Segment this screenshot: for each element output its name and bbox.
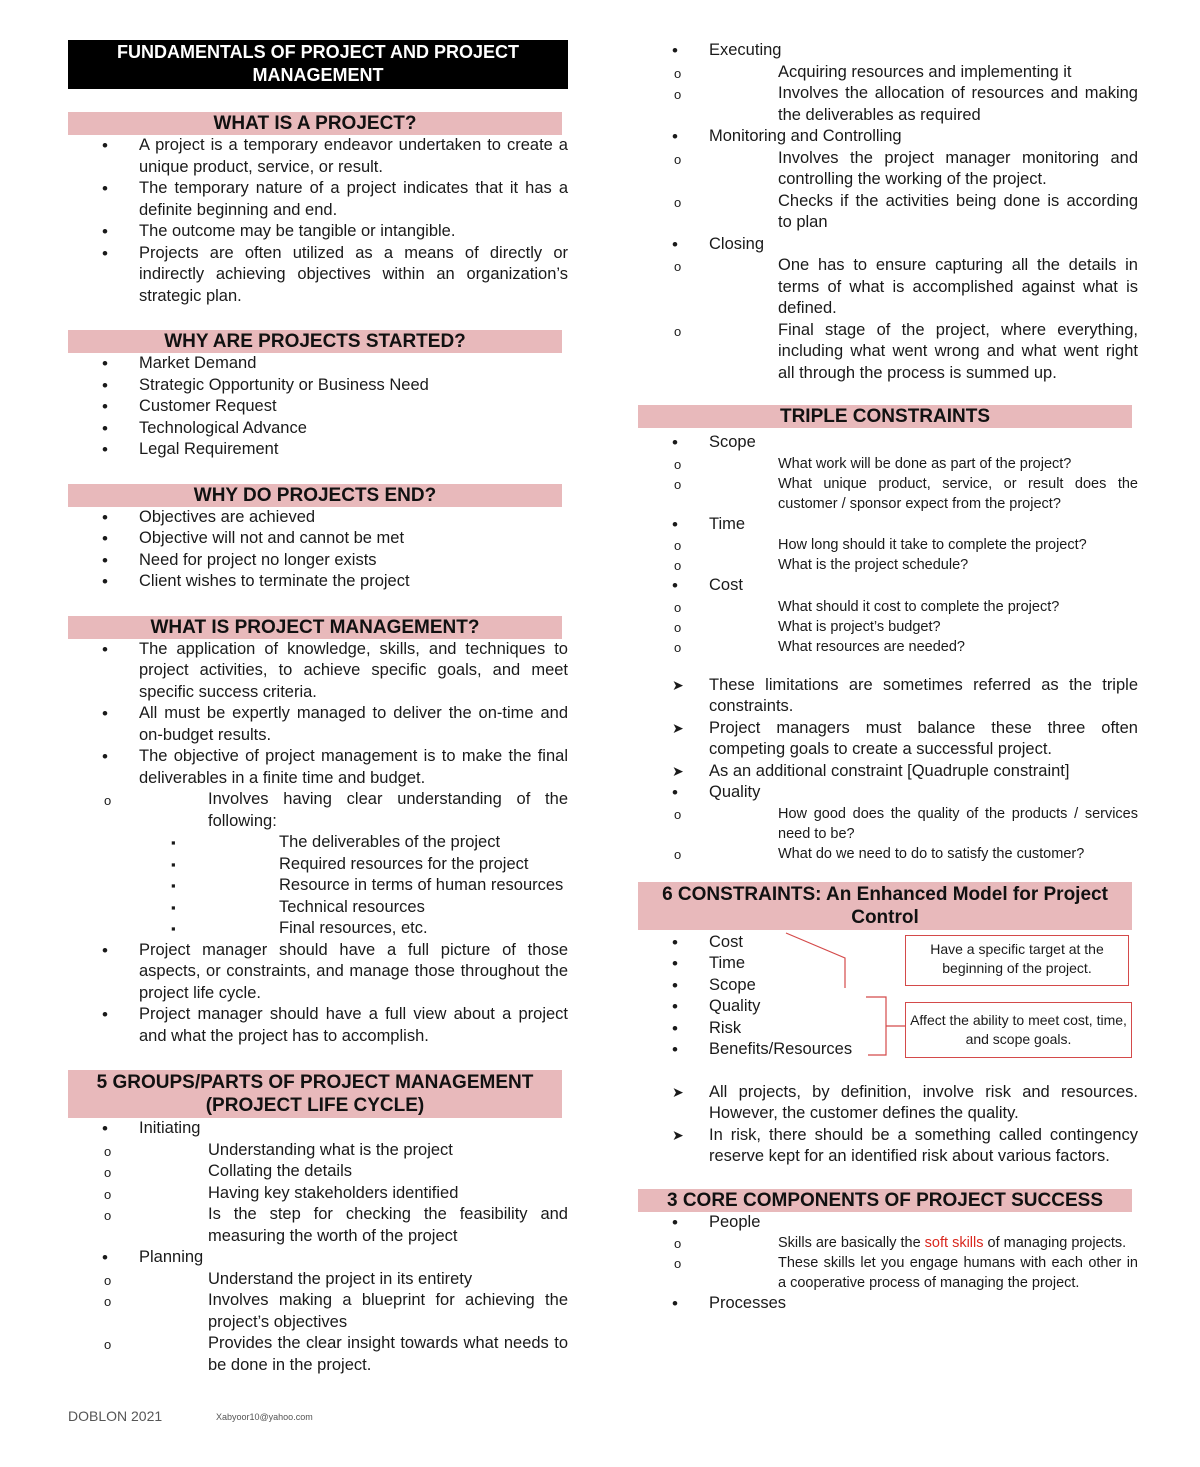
five-groups-list-continued — [638, 40, 1138, 384]
list-item: ▪ Required resources for the project — [137, 854, 568, 876]
list-item — [638, 575, 1138, 657]
list-item: o Involves the project manager monitoring and controlling the working of the project. — [636, 148, 1138, 191]
list-item: o Involves making a blueprint for achieving the project’s objectives — [66, 1290, 568, 1333]
list-item: o What is project’s budget? — [636, 617, 1138, 637]
section-what-is-pm-heading: WHAT IS PROJECT MANAGEMENT? — [68, 616, 562, 639]
list-item — [638, 782, 1138, 864]
list-item: ➤ All projects, by definition, involve risk and resources. However, the customer defines the quality. — [638, 1082, 1138, 1125]
list-item-text: Planning — [139, 1248, 204, 1266]
list-item: ▪ Resource in terms of human resources — [137, 875, 568, 897]
list-item: • Legal Requirement — [68, 439, 568, 461]
list-item: • A project is a temporary endeavor undertaken to create a unique product, service, or result. — [68, 135, 568, 178]
list-item: o Acquiring resources and implementing it — [636, 62, 1138, 84]
what-is-project-list — [68, 135, 568, 307]
five-groups-heading-line1: 5 GROUPS/PARTS OF PROJECT MANAGEMENT — [96, 1072, 534, 1093]
section-five-groups-heading — [68, 1070, 562, 1118]
list-item: • Time — [638, 953, 898, 975]
six-constraints-diagram — [638, 930, 1138, 1060]
list-item: • Market Demand — [68, 353, 568, 375]
what-is-pm-list — [68, 639, 568, 1048]
closing-sub-list — [638, 255, 1138, 384]
list-item — [68, 746, 568, 940]
section-core-components-heading: 3 CORE COMPONENTS OF PROJECT SUCCESS — [638, 1189, 1132, 1212]
list-item: • The outcome may be tangible or intangible. — [68, 221, 568, 243]
cost-sub-list — [638, 597, 1138, 657]
list-item: o What do we need to do to satisfy the customer? — [636, 844, 1138, 864]
list-item — [638, 234, 1138, 385]
list-item: ▪ Final resources, etc. — [137, 918, 568, 940]
list-item: • Processes — [638, 1293, 1138, 1315]
list-item: o Understand the project in its entirety — [66, 1269, 568, 1291]
list-item-text: Quality — [709, 783, 761, 801]
time-sub-list — [638, 535, 1138, 575]
list-item: o Checks if the activities being done is according to plan — [636, 191, 1138, 234]
list-item-text: Scope — [709, 433, 756, 451]
list-item — [638, 432, 1138, 514]
quality-sub-list — [638, 804, 1138, 864]
list-item: • Benefits/Resources — [638, 1039, 898, 1061]
list-item: • Project manager should have a full picture of those aspects, or constraints, and manage those throughout the project life cycle. — [68, 940, 568, 1005]
footer-author: DOBLON 2021 — [68, 1408, 163, 1424]
monitoring-sub-list — [638, 148, 1138, 234]
soft-skills-highlight: soft skills — [924, 1235, 984, 1251]
list-item: • Scope — [638, 975, 898, 997]
quality-list — [638, 782, 1138, 864]
six-arrow-list — [638, 1082, 1138, 1168]
list-item: o Having key stakeholders identified — [66, 1183, 568, 1205]
pm-subsub-list — [137, 832, 568, 940]
list-item — [636, 1233, 1138, 1253]
right-column — [638, 0, 1138, 1315]
list-item: • Projects are often utilized as a means of directly or indirectly achieving objectives within an organization’s strategic plan. — [68, 243, 568, 308]
list-item: • All must be expertly managed to deliver the on-time and on-budget results. — [68, 703, 568, 746]
ability-note-box: Affect the ability to meet cost, time, and scope goals. — [905, 1002, 1132, 1058]
initiating-sub-list — [68, 1140, 568, 1248]
executing-sub-list — [638, 62, 1138, 127]
six-heading-line2: Control — [851, 906, 919, 928]
list-item: o Final stage of the project, where everything, including what went wrong and what went right all through the process is summed up. — [636, 320, 1138, 385]
list-item-text: Time — [709, 514, 746, 533]
list-item: ➤ Project managers must balance these three often competing goals to create a successful project. — [638, 718, 1138, 761]
list-item: • Project manager should have a full view about a project and what the project has to accomplish. — [68, 1004, 568, 1047]
skills-text-pre: Skills are basically the — [778, 1235, 925, 1251]
list-item — [68, 1247, 568, 1376]
list-item: o Provides the clear insight towards what needs to be done in the project. — [66, 1333, 568, 1376]
five-groups-heading-line2: (PROJECT LIFE CYCLE) — [205, 1095, 425, 1116]
list-item: • Quality — [638, 996, 898, 1018]
list-item: • The temporary nature of a project indicates that it has a definite beginning and end. — [68, 178, 568, 221]
scope-sub-list — [638, 454, 1138, 514]
document-title: FUNDAMENTALS OF PROJECT AND PROJECT MANAGEMENT — [68, 40, 568, 89]
core-list — [638, 1212, 1138, 1315]
list-item: • The application of knowledge, skills, and techniques to project activities, to achieve specific goals, and meet specific success criteria. — [68, 639, 568, 704]
list-item: • Objective will not and cannot be met — [68, 528, 568, 550]
list-item: o Is the step for checking the feasibility and measuring the worth of the project — [66, 1204, 568, 1247]
section-why-started-heading: WHY ARE PROJECTS STARTED? — [68, 330, 562, 353]
list-item-text: Closing — [709, 234, 765, 253]
list-item — [638, 514, 1138, 576]
triple-arrow-list — [638, 675, 1138, 783]
list-item-text: Executing — [709, 41, 782, 59]
list-item: o How good does the quality of the products / services need to be? — [636, 804, 1138, 844]
list-item: o One has to ensure capturing all the details in terms of what is accomplished against what is defined. — [636, 255, 1138, 320]
left-column — [68, 0, 568, 1376]
list-item: • Risk — [638, 1018, 898, 1040]
list-item: o What is the project schedule? — [636, 555, 1138, 575]
list-item-text: Monitoring and Controlling — [709, 127, 902, 145]
target-note-box: Have a specific target at the beginning of the project. — [905, 935, 1129, 986]
pm-sub-list — [68, 789, 568, 940]
list-item: • Objectives are achieved — [68, 507, 568, 529]
list-item: • Cost — [638, 932, 898, 954]
footer-email: Xabyoor10@yahoo.com — [216, 1412, 313, 1422]
list-item — [638, 126, 1138, 234]
list-item — [638, 40, 1138, 126]
list-item: o Collating the details — [66, 1161, 568, 1183]
people-sub-list — [638, 1233, 1138, 1293]
six-heading-line1: 6 CONSTRAINTS: An Enhanced Model for Project — [662, 883, 1108, 905]
list-item: ➤ As an additional constraint [Quadruple constraint] — [638, 761, 1138, 783]
list-item: ▪ Technical resources — [137, 897, 568, 919]
list-item-text: The objective of project management is to make the final deliverables in a finite time and budget. — [139, 747, 568, 787]
skills-text-post: of managing projects. — [983, 1235, 1127, 1251]
why-started-list — [68, 353, 568, 461]
connector-line-1 — [786, 933, 845, 988]
section-triple-heading: TRIPLE CONSTRAINTS — [638, 405, 1132, 428]
list-item-text: Initiating — [139, 1119, 201, 1137]
list-item: • Need for project no longer exists — [68, 550, 568, 572]
list-item: • Technological Advance — [68, 418, 568, 440]
list-item-text: Cost — [709, 576, 743, 594]
section-six-constraints-heading — [638, 882, 1132, 930]
bracket-line-2 — [866, 997, 886, 1055]
list-item — [638, 1212, 1138, 1294]
list-item: o What unique product, service, or result does the customer / sponsor expect from the project? — [636, 474, 1138, 514]
list-item-text: Involves having clear understanding of the following: — [208, 790, 568, 830]
list-item: ➤ These limitations are sometimes referred as the triple constraints. — [638, 675, 1138, 718]
list-item: • Customer Request — [68, 396, 568, 418]
why-end-list — [68, 507, 568, 593]
list-item — [66, 789, 568, 940]
list-item: ➤ In risk, there should be a something called contingency reserve kept for an identified risk about various factors. — [638, 1125, 1138, 1168]
list-item: o What should it cost to complete the project? — [636, 597, 1138, 617]
list-item: o What resources are needed? — [636, 637, 1138, 657]
page-footer — [68, 1408, 313, 1424]
list-item: o How long should it take to complete the project? — [636, 535, 1138, 555]
list-item: • Client wishes to terminate the project — [68, 571, 568, 593]
list-item-text: People — [709, 1212, 761, 1231]
planning-sub-list — [68, 1269, 568, 1377]
list-item: ▪ The deliverables of the project — [137, 832, 568, 854]
list-item — [68, 1118, 568, 1247]
triple-list — [638, 432, 1138, 657]
list-item: o Involves the allocation of resources and making the deliverables as required — [636, 83, 1138, 126]
list-item: o These skills let you engage humans with each other in a cooperative process of managing the project. — [636, 1253, 1138, 1293]
five-groups-list — [68, 1118, 568, 1376]
list-item: o What work will be done as part of the project? — [636, 454, 1138, 474]
list-item: • Strategic Opportunity or Business Need — [68, 375, 568, 397]
list-item: o Understanding what is the project — [66, 1140, 568, 1162]
section-what-is-project-heading: WHAT IS A PROJECT? — [68, 112, 562, 135]
section-why-end-heading: WHY DO PROJECTS END? — [68, 484, 562, 507]
